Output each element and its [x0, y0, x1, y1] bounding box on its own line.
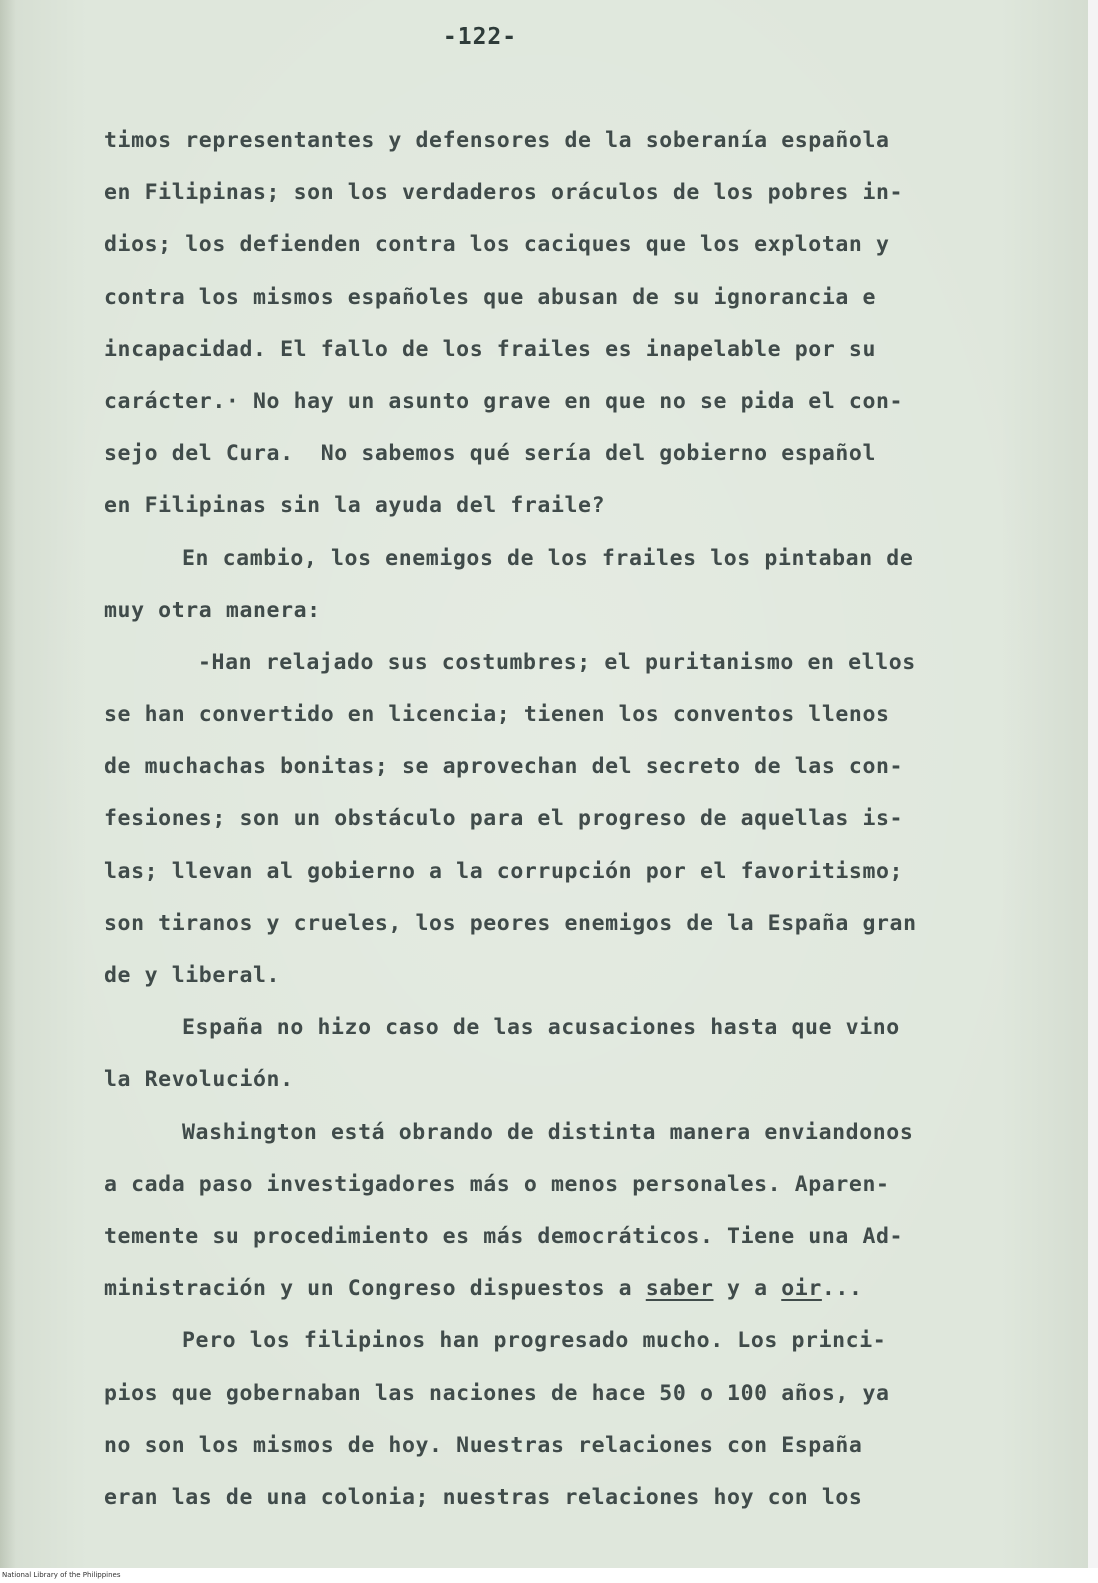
- text-line: de muchachas bonitas; se aprovechan del secreto de las con-: [104, 754, 904, 780]
- text-line: son tiranos y crueles, los peores enemigos de la España gran: [104, 910, 917, 936]
- paragraph-start-line: Washington está obrando de distinta manera enviandonos: [182, 1119, 914, 1145]
- text-line: temente su procedimiento es más democráticos. Tiene una Ad-: [104, 1223, 904, 1249]
- text-line: incapacidad. El fallo de los frailes es inapelable por su: [104, 336, 877, 362]
- underlined-word: saber: [645, 1276, 714, 1302]
- text-line: carácter.· No hay un asunto grave en que no se pida el con-: [104, 388, 904, 414]
- text-line: en Filipinas sin la ayuda del fraile?: [104, 493, 606, 519]
- text-line: pios que gobernaban las naciones de hace 50 o 100 años, ya: [104, 1380, 890, 1406]
- paragraph-start-line: -Han relajado sus costumbres; el puritanismo en ellos: [198, 649, 916, 675]
- paragraph-start-line: En cambio, los enemigos de los frailes los pintaban de: [182, 545, 914, 571]
- body-text: [104, 121, 1024, 1530]
- text-line: sejo del Cura. No sabemos qué sería del gobierno español: [104, 441, 877, 467]
- library-footer: National Library of the Philippines: [0, 1568, 1098, 1583]
- text-line: eran las de una colonia; nuestras relaciones hoy con los: [104, 1484, 863, 1510]
- underlined-word: oir: [781, 1276, 822, 1302]
- text-line: a cada paso investigadores más o menos personales. Aparen-: [104, 1171, 890, 1197]
- text-line: fesiones; son un obstáculo para el progreso de aquellas is-: [104, 806, 904, 832]
- text-segment: ...: [821, 1276, 863, 1302]
- text-line: de y liberal.: [104, 963, 281, 988]
- page-number: -122-: [442, 24, 518, 50]
- text-line: la Revolución.: [104, 1067, 294, 1093]
- page-edge-shadow: [0, 0, 16, 1568]
- text-segment: y a: [713, 1276, 782, 1302]
- paragraph-start-line: España no hizo caso de las acusaciones hasta que vino: [182, 1015, 900, 1041]
- text-line-with-underline: [104, 1269, 1024, 1321]
- text-line: las; llevan al gobierno a la corrupción por el favoritismo;: [104, 858, 904, 884]
- text-line: se han convertido en licencia; tienen los conventos llenos: [104, 702, 890, 728]
- text-line: dios; los defienden contra los caciques que los explotan y: [104, 232, 890, 258]
- text-line: muy otra manera:: [104, 597, 321, 623]
- text-line: no son los mismos de hoy. Nuestras relaciones con España: [104, 1432, 863, 1458]
- text-line: timos representantes y defensores de la soberanía española: [104, 128, 890, 153]
- text-line: en Filipinas; son los verdaderos oráculos de los pobres in-: [104, 180, 904, 206]
- text-segment: ministración y un Congreso dispuestos a: [104, 1276, 646, 1302]
- paragraph-start-line: Pero los filipinos han progresado mucho. Los princi-: [182, 1328, 887, 1354]
- text-line: contra los mismos españoles que abusan de su ignorancia e: [104, 284, 877, 310]
